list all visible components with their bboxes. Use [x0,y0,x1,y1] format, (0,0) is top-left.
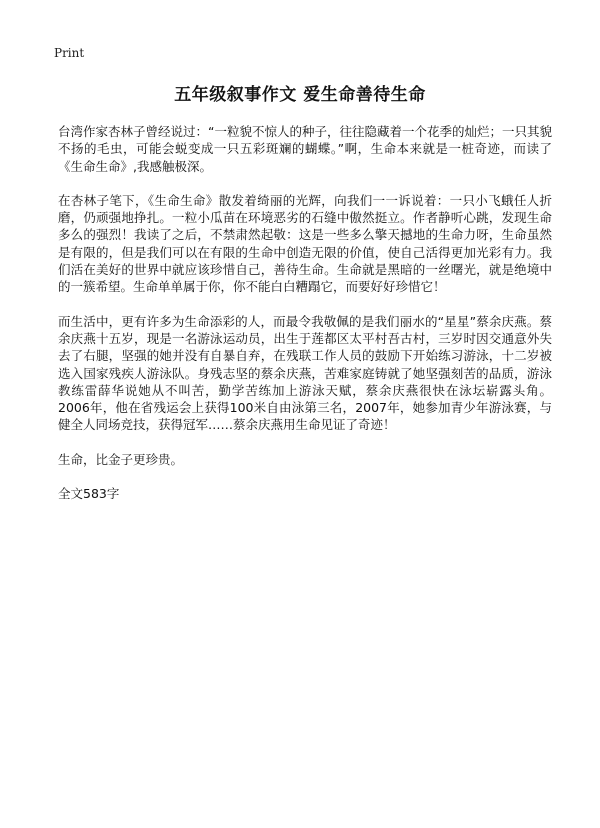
paragraph-quote: 台湾作家杏林子曾经说过：“一粒貌不惊人的种子，往往隐藏着一个花季的灿烂；一只其貌不扬的毛虫，可能会蜕变成一只五彩斑斓的蝴蝶。”啊，生命本来就是一桩奇迹，而读了《生命生命》,我感触极深。 [58,124,552,174]
paragraph-reflection: 在杏林子笔下，《生命生命》散发着绮丽的光辉，向我们一一诉说着：一只小飞蛾任人折磨，仍顽强地挣扎。一粒小瓜苗在环境恶劣的石缝中傲然挺立。作者静听心跳，发现生命多么的强烈！我读了之后，不禁肃然起敬：这是一些多么擎天撼地的生命力呀，生命虽然是有限的，但是我们可以在有限的生命中创造无限的价值，使自己活得更加光彩有力。我们活在美好的世界中就应该珍惜自己，善待生命。生命就是黑暗的一丝曙光，就是绝境中的一簇希望。生命单单属于你，你不能白白糟蹋它，而要好好珍惜它！ [58,192,552,295]
article-body [58,123,552,519]
article-title: 五年级叙事作文 爱生命善待生命 [174,85,426,105]
print-link[interactable]: Print [54,46,85,60]
word-count: 全文583字 [58,486,120,502]
paragraph-story: 而生活中，更有许多为生命添彩的人，而最令我敬佩的是我们丽水的“星星”蔡余庆燕。蔡余庆燕十五岁，现是一名游泳运动员，出生于莲都区太平村吾古村，三岁时因交通意外失去了右腿，坚强的她并没有自暴自弃，在残联工作人员的鼓励下开始练习游泳，十二岁被选入国家残疾人游泳队。身残志坚的蔡余庆燕，苦难家庭铸就了她坚强刻苦的品质，游泳教练雷薛华说她从不叫苦，勤学苦练加上游泳天赋，蔡余庆燕很快在泳坛崭露头角。2006年，他在省残运会上获得100米自由泳第三名，2007年，她参加青少年游泳赛，与健全人同场竞技，获得冠军……蔡余庆燕用生命见证了奇迹！ [58,313,552,433]
paragraph-conclusion: 生命，比金子更珍贵。 [58,451,184,467]
